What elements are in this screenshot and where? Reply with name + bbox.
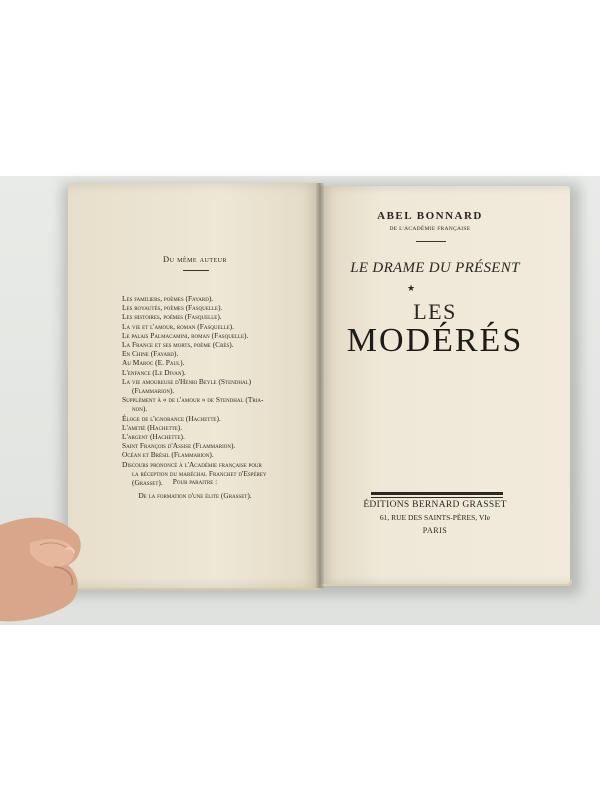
works-item: La vie et l'amour, roman (Fasquelle). <box>122 321 234 331</box>
forthcoming-title: De la formation d'une élite (Grasset). <box>138 491 252 500</box>
works-item: L'argent (Hachette). <box>122 432 185 442</box>
left-page-heading: Du même auteur <box>162 254 228 264</box>
works-item: Au Maroc (E. Paul). <box>122 358 185 368</box>
works-item: Les familiers, poèmes (Fayard). <box>122 294 214 303</box>
publisher-address: 61, RUE DES SAINTS-PÈRES, VIe <box>379 513 491 522</box>
publisher-name: ÉDITIONS BERNARD GRASSET <box>363 500 507 510</box>
works-item: (Flammarion). <box>132 386 175 396</box>
publisher-thin-rule <box>371 497 503 498</box>
works-list <box>122 294 317 487</box>
works-item: Les histoires, poèmes (Fasquelle). <box>122 312 222 322</box>
works-item: La vie amoureuse d'Henri Beyle (Stendhal) <box>122 376 252 386</box>
book-title: MODÉRÉS <box>346 322 524 359</box>
publisher-city: PARIS <box>422 526 448 535</box>
works-item: L'enfance (Le Divan). <box>122 367 186 377</box>
works-item: En Chine (Fayard). <box>122 349 179 359</box>
works-item: Le palais Palmacamini, roman (Fasquelle). <box>122 330 249 340</box>
series-title: LE DRAME DU PRÉSENT <box>350 260 520 276</box>
publisher-thick-rule <box>371 492 503 495</box>
star-ornament: ★ <box>406 283 416 293</box>
works-item: La France et ses morts, poème (Crès). <box>122 340 234 350</box>
author-name: ABEL BONNARD <box>377 210 483 222</box>
works-item: Supplément à « de l'amour » de Stendhal (Tria- <box>122 395 264 405</box>
forthcoming-heading: Pour paraitre : <box>172 477 218 486</box>
works-item: la réception du maréchal Franchet d'Espérey <box>132 468 267 478</box>
works-item: (Grasset). <box>132 478 163 488</box>
left-heading-rule <box>183 270 209 271</box>
author-rule <box>416 241 446 242</box>
works-item: Océan et Brésil (Flammarion). <box>122 450 214 460</box>
works-item: Les royautés, poèmes (Fasquelle). <box>122 303 223 313</box>
works-item: non). <box>132 404 148 414</box>
works-item: L'amitié (Hachette). <box>122 422 183 432</box>
works-item: Saint François d'Assise (Flammarion). <box>122 441 236 451</box>
hand-holding-book <box>0 505 120 625</box>
works-item: Éloge de l'ignorance (Hachette). <box>122 413 221 423</box>
works-item: Discours prononcé à l'Académie française pour <box>122 459 262 469</box>
title-line-1: LES <box>413 299 457 324</box>
right-page <box>320 186 570 584</box>
academie-label: DE L'ACADÉMIE FRANÇAISE <box>389 226 471 232</box>
